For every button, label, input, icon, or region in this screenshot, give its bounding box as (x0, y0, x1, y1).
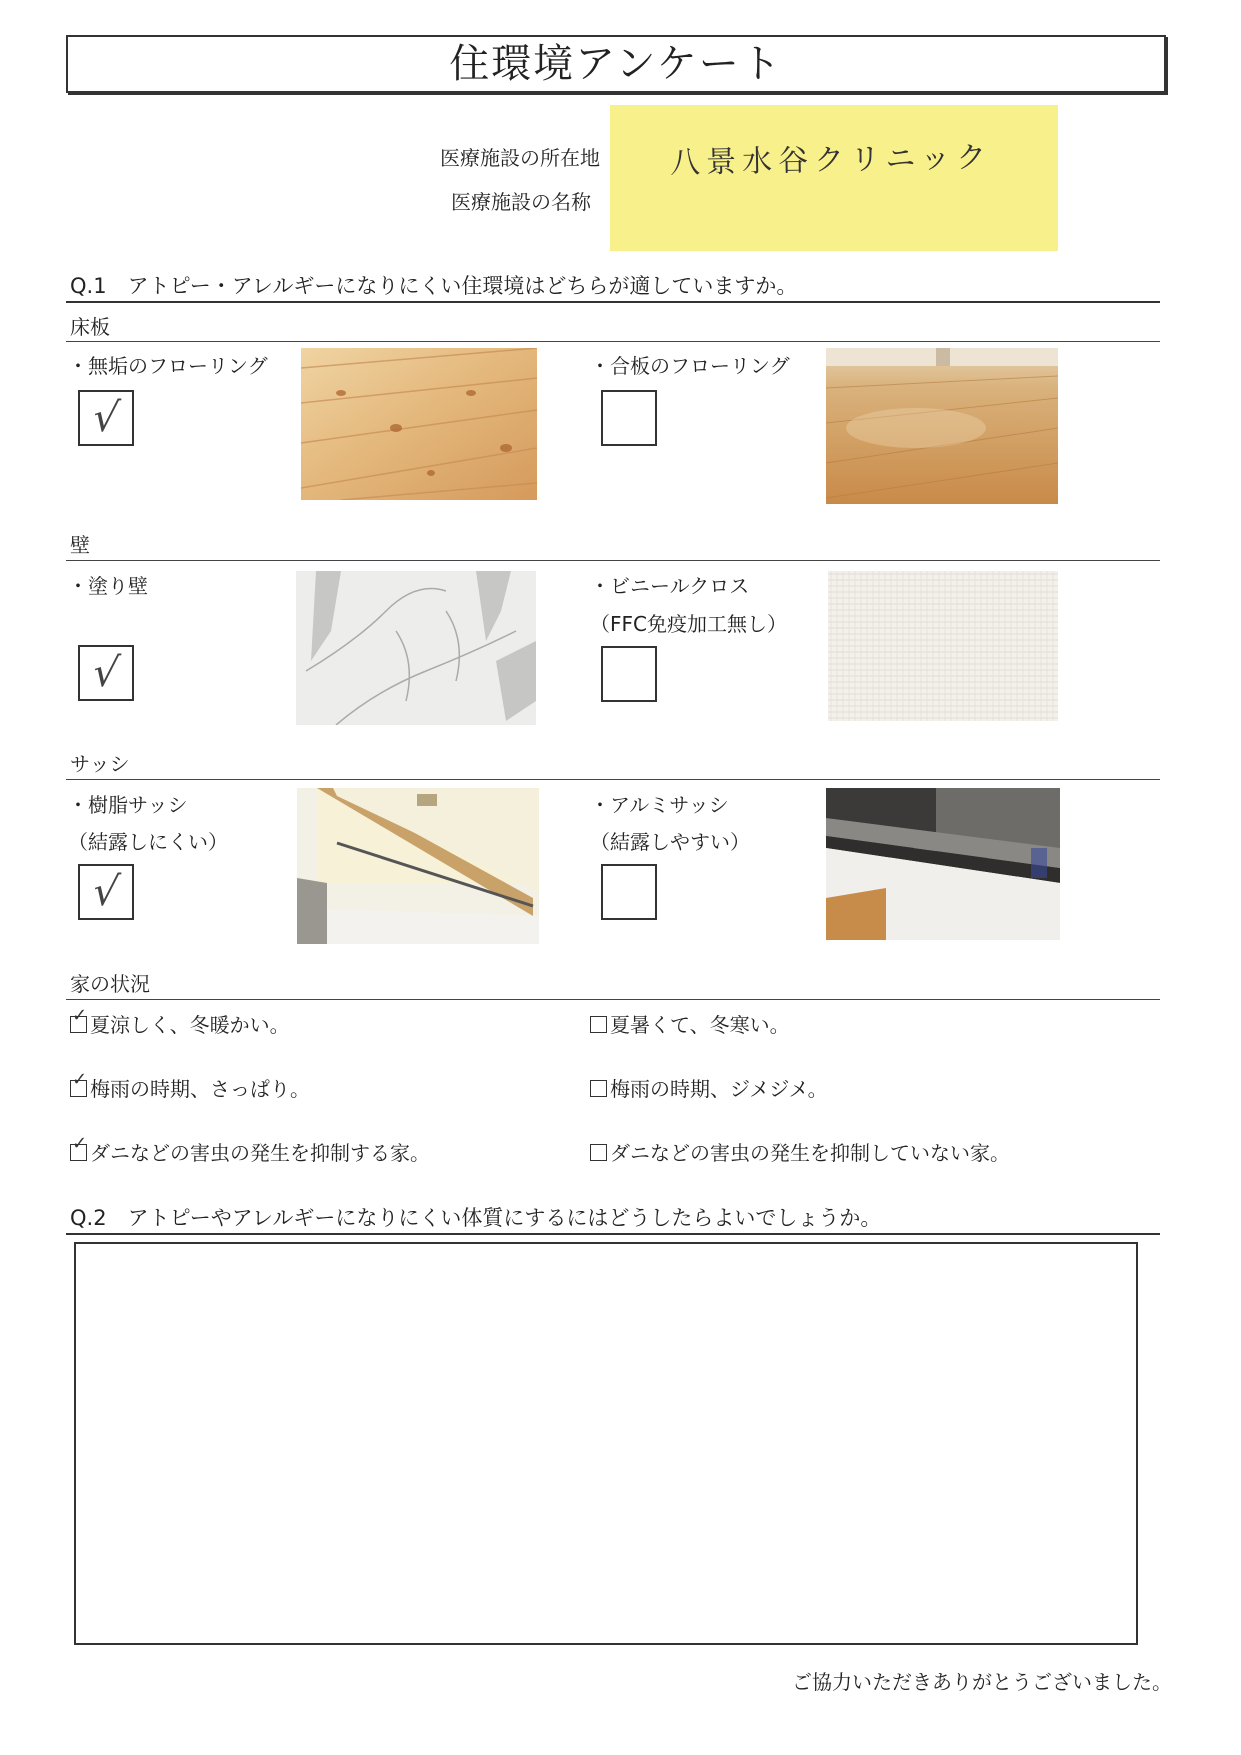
option-resin-sash-note: （結露しにくい） (68, 830, 228, 854)
option-aluminum-sash-note: （結露しやすい） (590, 830, 750, 854)
checkbox-house-right-3[interactable] (590, 1144, 607, 1161)
answer-box[interactable] (74, 1242, 1138, 1645)
checkbox-vinyl-cloth[interactable] (601, 646, 657, 702)
checkbox-house-right-2[interactable] (590, 1080, 607, 1097)
check-mark: √ (90, 869, 122, 915)
checkbox-solid-flooring[interactable] (78, 390, 134, 446)
house-right-3-text: ダニなどの害虫の発生を抑制していない家。 (610, 1141, 1010, 1165)
survey-title-box (66, 35, 1166, 93)
option-plaster-wall: ・塗り壁 (68, 574, 148, 598)
house-left-2[interactable] (70, 1073, 310, 1102)
house-right-2[interactable] (590, 1073, 828, 1102)
section-floor-title: 床板 (70, 315, 110, 339)
checkbox-house-left-3[interactable] (70, 1144, 87, 1161)
wall-rule (66, 560, 1160, 561)
photo-solid-wood-flooring (301, 348, 537, 500)
thanks-message: ご協力いただきありがとうございました。 (792, 1670, 1172, 1694)
checkbox-house-left-2[interactable] (70, 1080, 87, 1097)
section-wall-title: 壁 (70, 533, 90, 557)
section-sash-title: サッシ (70, 752, 130, 776)
facility-name-label: 医療施設の名称 (451, 190, 591, 214)
house-left-1[interactable] (70, 1009, 290, 1038)
check-mark: √ (90, 650, 122, 696)
house-right-1[interactable] (590, 1009, 790, 1038)
question-1: Q.1 アトピー・アレルギーになりにくい住環境はどちらが適していますか。 (70, 274, 798, 298)
photo-plywood-flooring (826, 348, 1058, 504)
question-2: Q.2 アトピーやアレルギーになりにくい体質にするにはどうしたらよいでしょうか。 (70, 1206, 882, 1230)
checkbox-house-left-1[interactable] (70, 1016, 87, 1033)
house-right-1-text: 夏暑くて、冬寒い。 (610, 1013, 790, 1037)
section-house-title: 家の状況 (70, 972, 150, 996)
check-mark: √ (90, 395, 122, 441)
house-left-2-text: 梅雨の時期、さっぱり。 (90, 1077, 310, 1101)
q2-rule (66, 1233, 1160, 1235)
q1-rule (66, 301, 1160, 303)
survey-title: 住環境アンケート (449, 41, 783, 87)
facility-location-label: 医療施設の所在地 (440, 146, 600, 170)
option-solid-flooring: ・無垢のフローリング (68, 354, 268, 378)
house-left-1-text: 夏涼しく、冬暖かい。 (90, 1013, 290, 1037)
checkbox-aluminum-sash[interactable] (601, 864, 657, 920)
checkbox-plaster-wall[interactable] (78, 645, 134, 701)
checkbox-plywood-flooring[interactable] (601, 390, 657, 446)
photo-aluminum-sash (826, 788, 1060, 940)
checkbox-house-right-1[interactable] (590, 1016, 607, 1033)
floor-rule (66, 341, 1160, 342)
house-right-3[interactable] (590, 1137, 1010, 1166)
checkbox-resin-sash[interactable] (78, 864, 134, 920)
house-rule (66, 999, 1160, 1000)
option-resin-sash: ・樹脂サッシ (68, 793, 188, 817)
house-left-3-text: ダニなどの害虫の発生を抑制する家。 (90, 1141, 430, 1165)
option-aluminum-sash: ・アルミサッシ (590, 793, 729, 817)
sash-rule (66, 779, 1160, 780)
option-vinyl-cloth: ・ビニールクロス (590, 574, 750, 598)
handwritten-facility-name: 八景水谷クリニック (669, 140, 993, 181)
photo-resin-sash (297, 788, 539, 944)
photo-vinyl-cloth (828, 571, 1058, 721)
house-right-2-text: 梅雨の時期、ジメジメ。 (610, 1077, 828, 1101)
sticky-note (610, 105, 1058, 251)
photo-plaster-wall (296, 571, 536, 725)
option-plywood-flooring: ・合板のフローリング (590, 354, 790, 378)
house-left-3[interactable] (70, 1137, 430, 1166)
option-vinyl-cloth-note: （FFC免疫加工無し） (590, 612, 787, 636)
